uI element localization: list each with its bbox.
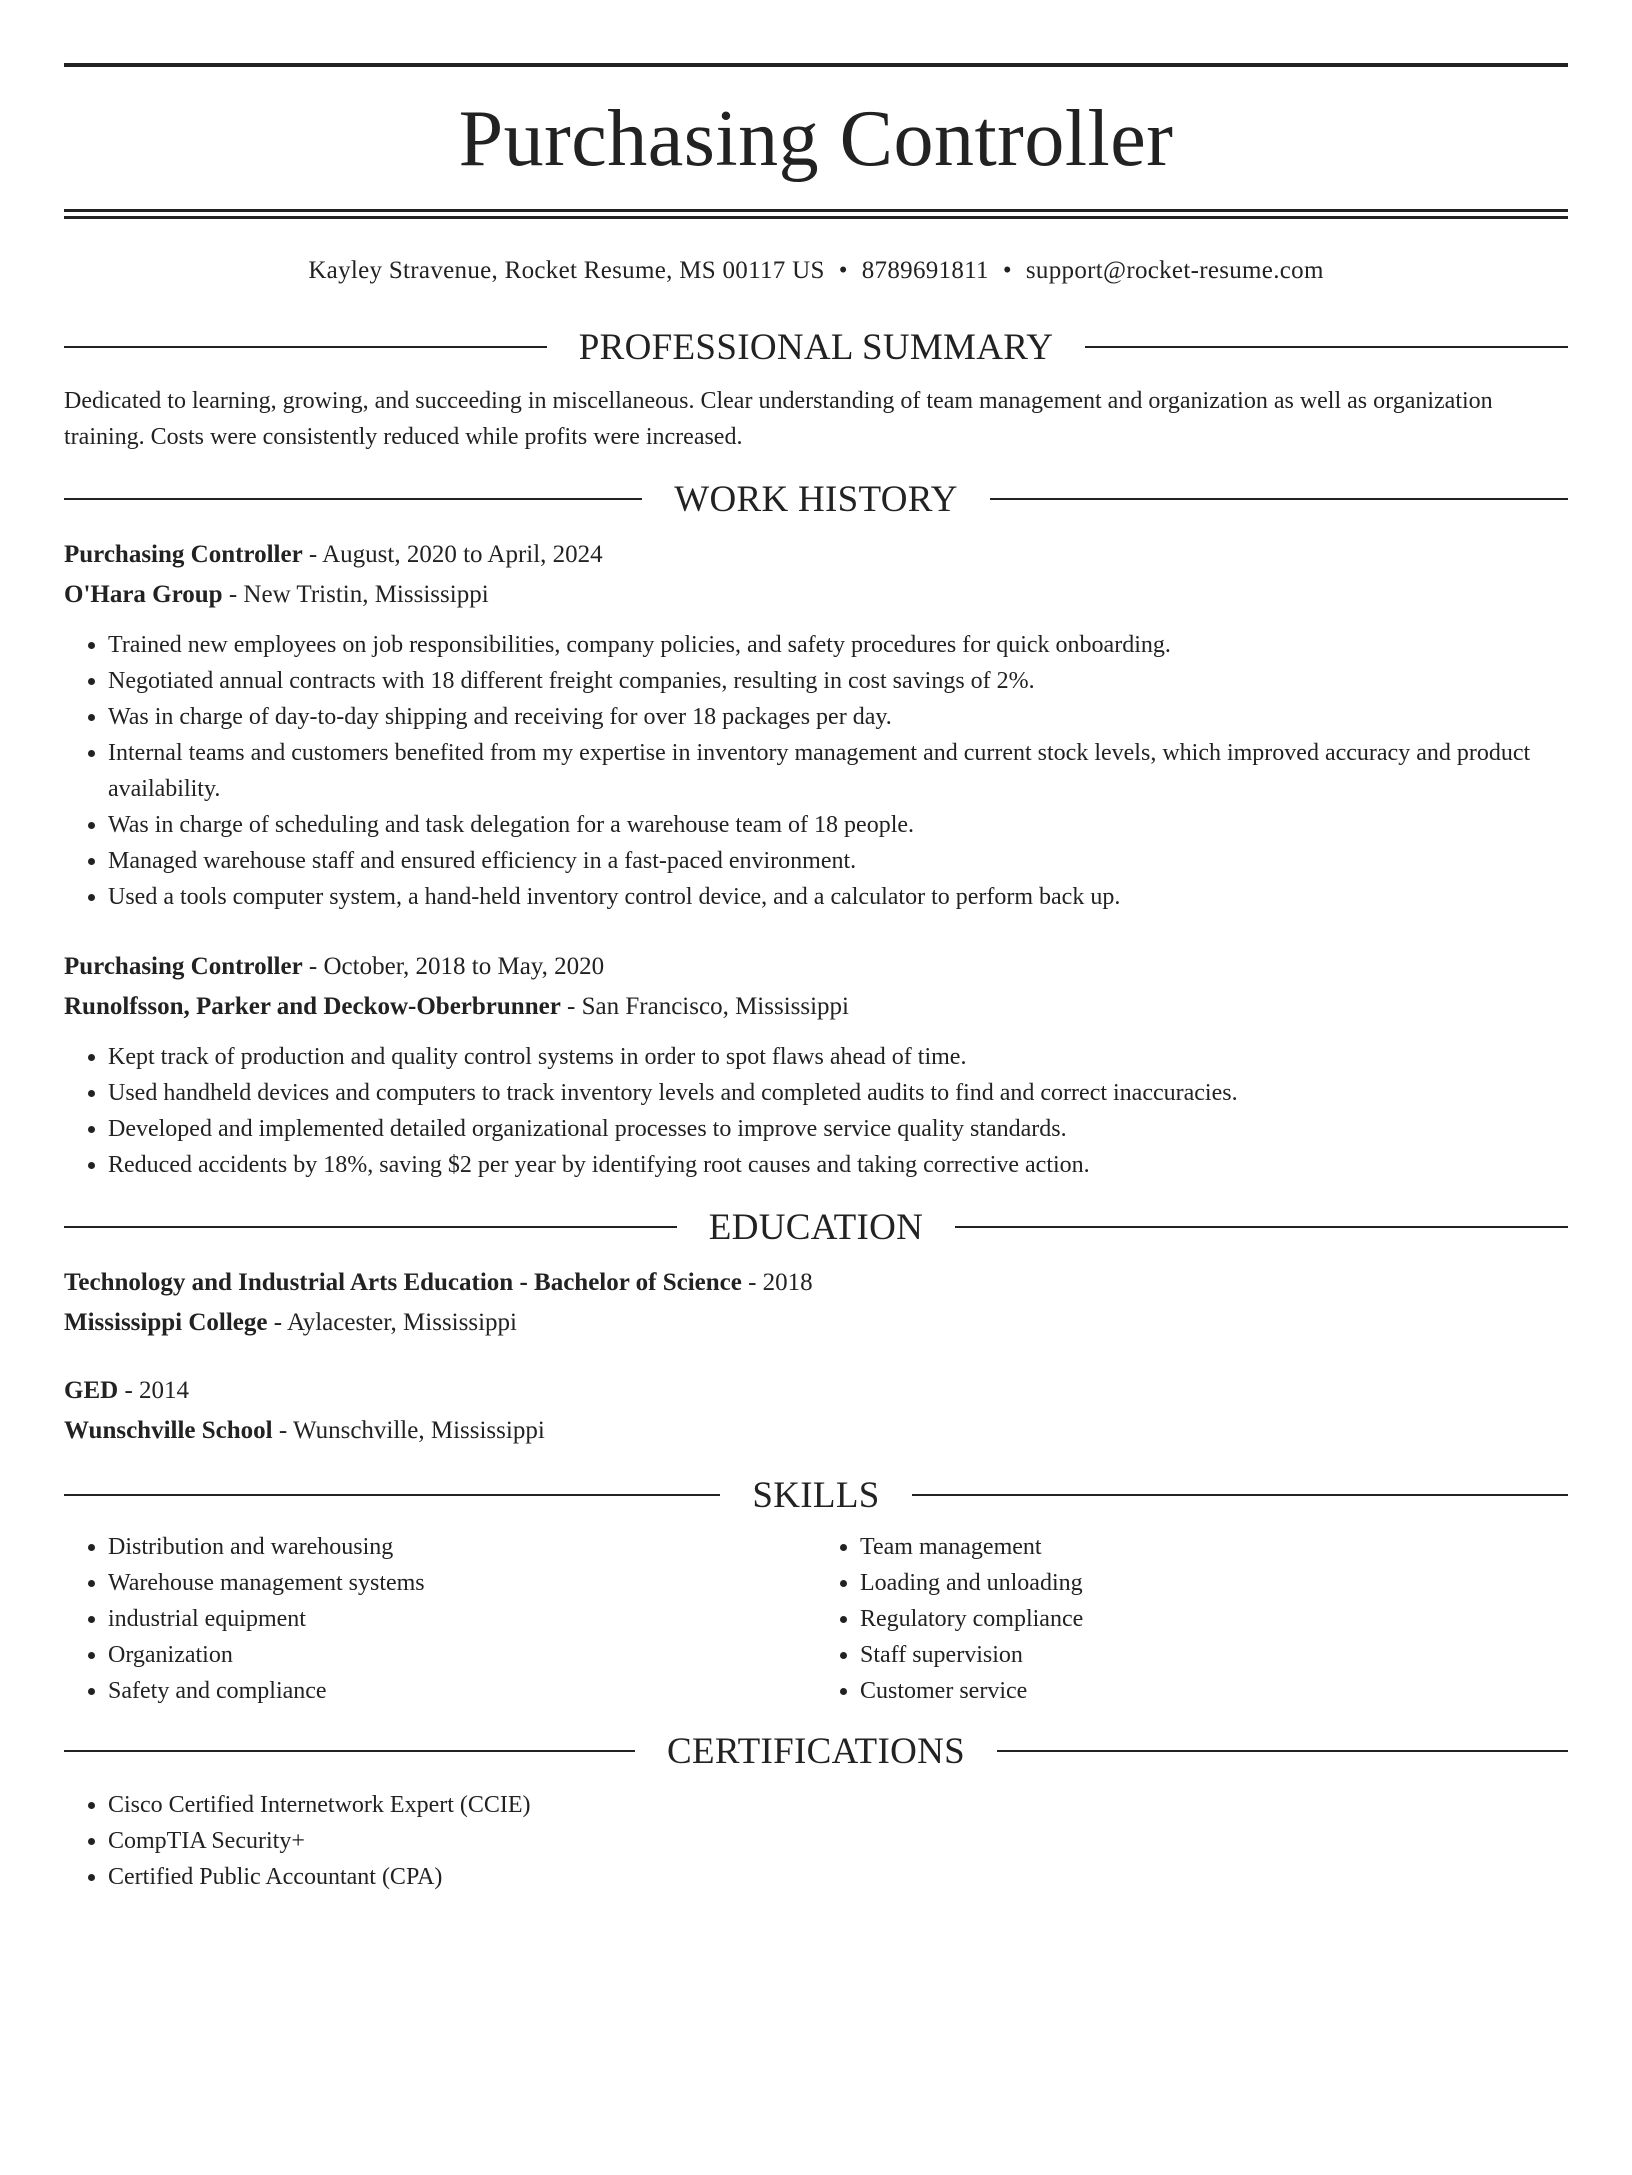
list-item: • Regulatory compliance <box>860 1601 1568 1637</box>
degree-year: - 2018 <box>741 1269 813 1296</box>
job-title-line <box>64 947 1568 987</box>
list-item: • CompTIA Security+ <box>108 1823 1568 1859</box>
education-entry <box>64 1371 1568 1451</box>
section-heading-certifications <box>64 1729 1568 1773</box>
list-item: • Used handheld devices and computers to track inventory levels and completed audits to find and correct inaccuracies. <box>108 1075 1568 1111</box>
list-item: • Developed and implemented detailed organizational processes to improve service quality standards. <box>108 1111 1568 1147</box>
job-dates: - August, 2020 to April, 2024 <box>302 541 603 568</box>
list-item: • Was in charge of day-to-day shipping and receiving for over 18 packages per day. <box>108 699 1568 735</box>
list-item: • Warehouse management systems <box>108 1565 816 1601</box>
job-entry <box>64 947 1568 1183</box>
list-item: • industrial equipment <box>108 1601 816 1637</box>
list-item: • Managed warehouse staff and ensured efficiency in a fast-paced environment. <box>108 843 1568 879</box>
resume-page <box>0 63 1632 2175</box>
degree-line <box>64 1371 1568 1411</box>
section-heading-skills <box>64 1473 1568 1517</box>
heading-rule <box>912 1494 1568 1496</box>
degree-year: - 2014 <box>118 1377 190 1404</box>
job-location: - San Francisco, Mississippi <box>560 993 849 1020</box>
heading-rule <box>997 1750 1568 1752</box>
job-entry <box>64 535 1568 915</box>
list-item: • Reduced accidents by 18%, saving $2 per year by identifying root causes and taking corrective action. <box>108 1147 1568 1183</box>
list-item: • Staff supervision <box>860 1637 1568 1673</box>
section-heading-summary <box>64 325 1568 369</box>
job-title: Purchasing Controller <box>64 953 303 980</box>
skills-list-left <box>64 1529 816 1709</box>
job-bullets <box>64 627 1568 915</box>
job-location: - New Tristin, Mississippi <box>222 581 489 608</box>
job-company-line <box>64 987 1568 1027</box>
list-item: • Was in charge of scheduling and task delegation for a warehouse team of 18 people. <box>108 807 1568 843</box>
section-title: PROFESSIONAL SUMMARY <box>578 326 1054 368</box>
section-heading-work-history <box>64 477 1568 521</box>
degree: GED <box>64 1377 119 1404</box>
list-item: • Safety and compliance <box>108 1673 816 1709</box>
school: Mississippi College <box>64 1309 268 1336</box>
contact-phone: 8789691811 <box>861 257 989 284</box>
degree: Technology and Industrial Arts Education - Bachelor of Science <box>64 1269 742 1296</box>
job-dates: - October, 2018 to May, 2020 <box>302 953 605 980</box>
name-double-rule <box>64 209 1568 219</box>
school: Wunschville School <box>64 1417 273 1444</box>
heading-rule <box>64 1226 677 1228</box>
section-title: SKILLS <box>752 1474 880 1516</box>
degree-line <box>64 1263 1568 1303</box>
education-entry <box>64 1263 1568 1343</box>
top-rule <box>64 63 1568 67</box>
school-line <box>64 1303 1568 1343</box>
school-line <box>64 1411 1568 1451</box>
contact-separator: • <box>838 257 848 284</box>
list-item: • Loading and unloading <box>860 1565 1568 1601</box>
skills-list-right <box>816 1529 1568 1709</box>
list-item: • Organization <box>108 1637 816 1673</box>
contact-email: support@rocket-resume.com <box>1025 257 1324 284</box>
heading-rule <box>64 1494 720 1496</box>
job-company: O'Hara Group <box>64 581 223 608</box>
list-item: • Kept track of production and quality control systems in order to spot flaws ahead of time. <box>108 1039 1568 1075</box>
job-bullets <box>64 1039 1568 1183</box>
contact-separator: • <box>1002 257 1012 284</box>
list-item: • Cisco Certified Internetwork Expert (CCIE) <box>108 1787 1568 1823</box>
list-item: • Team management <box>860 1529 1568 1565</box>
list-item: • Distribution and warehousing <box>108 1529 816 1565</box>
school-location: - Wunschville, Mississippi <box>272 1417 545 1444</box>
section-title: WORK HISTORY <box>674 478 958 520</box>
heading-rule <box>64 346 547 348</box>
skills-columns <box>64 1529 1568 1709</box>
school-location: - Aylacester, Mississippi <box>267 1309 517 1336</box>
list-item: • Certified Public Accountant (CPA) <box>108 1859 1568 1895</box>
list-item: • Customer service <box>860 1673 1568 1709</box>
summary-text: Dedicated to learning, growing, and succeeding in miscellaneous. Clear understanding of team management and organization as well as organization training. Costs were consistently reduced while profits were increased. <box>64 388 1493 450</box>
certifications-list <box>64 1787 1568 1895</box>
list-item: • Used a tools computer system, a hand-held inventory control device, and a calculator to perform back up. <box>108 879 1568 915</box>
section-title: EDUCATION <box>708 1206 924 1248</box>
job-company-line <box>64 575 1568 615</box>
contact-line <box>64 255 1568 287</box>
section-heading-education <box>64 1205 1568 1249</box>
heading-rule <box>955 1226 1568 1228</box>
job-title-line <box>64 535 1568 575</box>
heading-rule <box>64 1750 635 1752</box>
candidate-name: Purchasing Controller <box>458 95 1174 183</box>
list-item: • Trained new employees on job responsibilities, company policies, and safety procedures for quick onboarding. <box>108 627 1568 663</box>
job-title: Purchasing Controller <box>64 541 303 568</box>
job-company: Runolfsson, Parker and Deckow-Oberbrunner <box>64 993 561 1020</box>
list-item: • Internal teams and customers benefited from my expertise in inventory management and current stock levels, which improved accuracy and product availability. <box>108 735 1568 807</box>
contact-address: Kayley Stravenue, Rocket Resume, MS 00117 US <box>308 257 825 284</box>
section-title: CERTIFICATIONS <box>667 1730 965 1772</box>
heading-rule <box>1085 346 1568 348</box>
list-item: • Negotiated annual contracts with 18 different freight companies, resulting in cost savings of 2%. <box>108 663 1568 699</box>
heading-rule <box>990 498 1568 500</box>
heading-rule <box>64 498 642 500</box>
